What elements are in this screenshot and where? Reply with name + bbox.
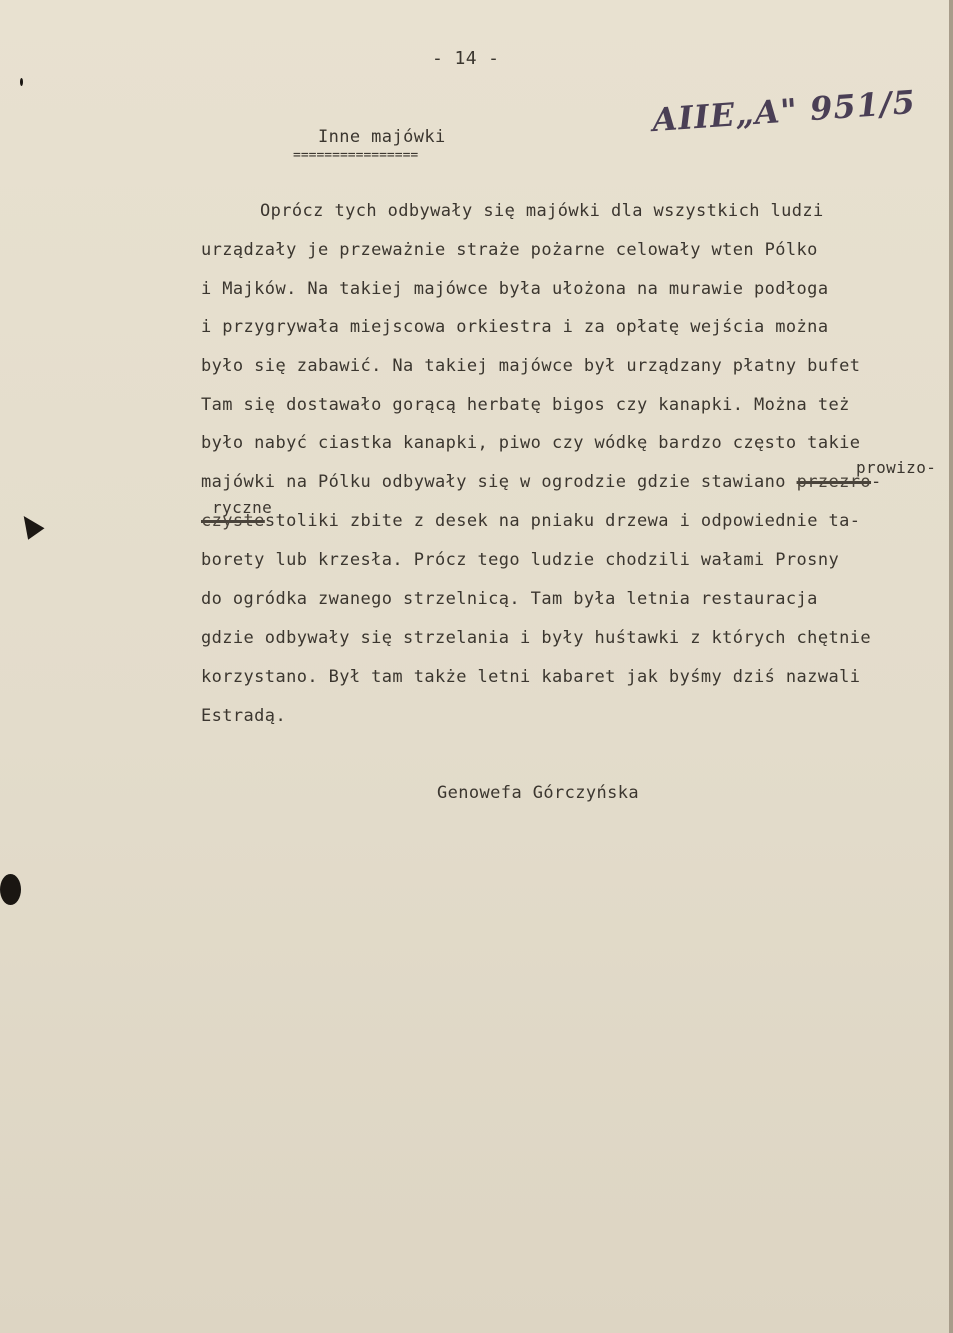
- text-line-13: korzystano. Był tam także letni kabaret jak byśmy dziś nazwali: [201, 667, 861, 687]
- document-title: Inne majówki: [318, 127, 446, 147]
- punch-hole-mark: [0, 874, 21, 905]
- handwritten-archive-reference: AIIE„A" 951/5: [650, 82, 917, 140]
- text-line-2: urządzały je przeważnie straże pożarne celowały wten Pólko: [201, 240, 818, 260]
- interlinear-insertion-ryczne: ryczne: [212, 498, 273, 517]
- page-number: - 14 -: [432, 48, 500, 69]
- text-line-4: i przygrywała miejscowa orkiestra i za opłatę wejścia można: [201, 317, 829, 337]
- text-line-14: Estradą.: [201, 706, 287, 726]
- text-line-5: było się zabawić. Na takiej majówce był urządzany płatny bufet: [201, 356, 861, 376]
- interlinear-insertion-prowizo: prowizo-: [856, 458, 937, 477]
- struck-word-przezro: przezro: [796, 472, 872, 492]
- author-signature: Genowefa Górczyńska: [437, 783, 640, 803]
- text-line-10: borety lub krzesła. Prócz tego ludzie chodzili wałami Prosny: [201, 550, 840, 570]
- margin-ink-dot: [20, 78, 23, 86]
- text-line-12: gdzie odbywały się strzelania i były huśtawki z których chętnie: [201, 628, 871, 648]
- text-line-8-main: majówki na Pólku odbywały się w ogrodzie gdzie stawiano: [201, 472, 797, 492]
- text-line-11: do ogródka zwanego strzelnicą. Tam była letnia restauracja: [201, 589, 818, 609]
- hyphen: -: [871, 472, 882, 492]
- margin-triangle-mark: [15, 510, 44, 539]
- text-line-9: [201, 511, 860, 531]
- text-line-1: Oprócz tych odbywały się majówki dla wszystkich ludzi: [260, 201, 824, 221]
- text-line-8: [201, 472, 882, 492]
- struck-word-czyste: czyste: [201, 511, 265, 531]
- title-underline: ================: [293, 148, 419, 163]
- text-line-9-main: stoliki zbite z desek na pniaku drzewa i odpowiednie ta-: [264, 511, 861, 531]
- text-line-7: było nabyć ciastka kanapki, piwo czy wódkę bardzo często takie: [201, 433, 861, 453]
- text-line-3: i Majków. Na takiej majówce była ułożona na murawie podłoga: [201, 279, 829, 299]
- text-line-6: Tam się dostawało gorącą herbatę bigos czy kanapki. Można też: [201, 395, 850, 415]
